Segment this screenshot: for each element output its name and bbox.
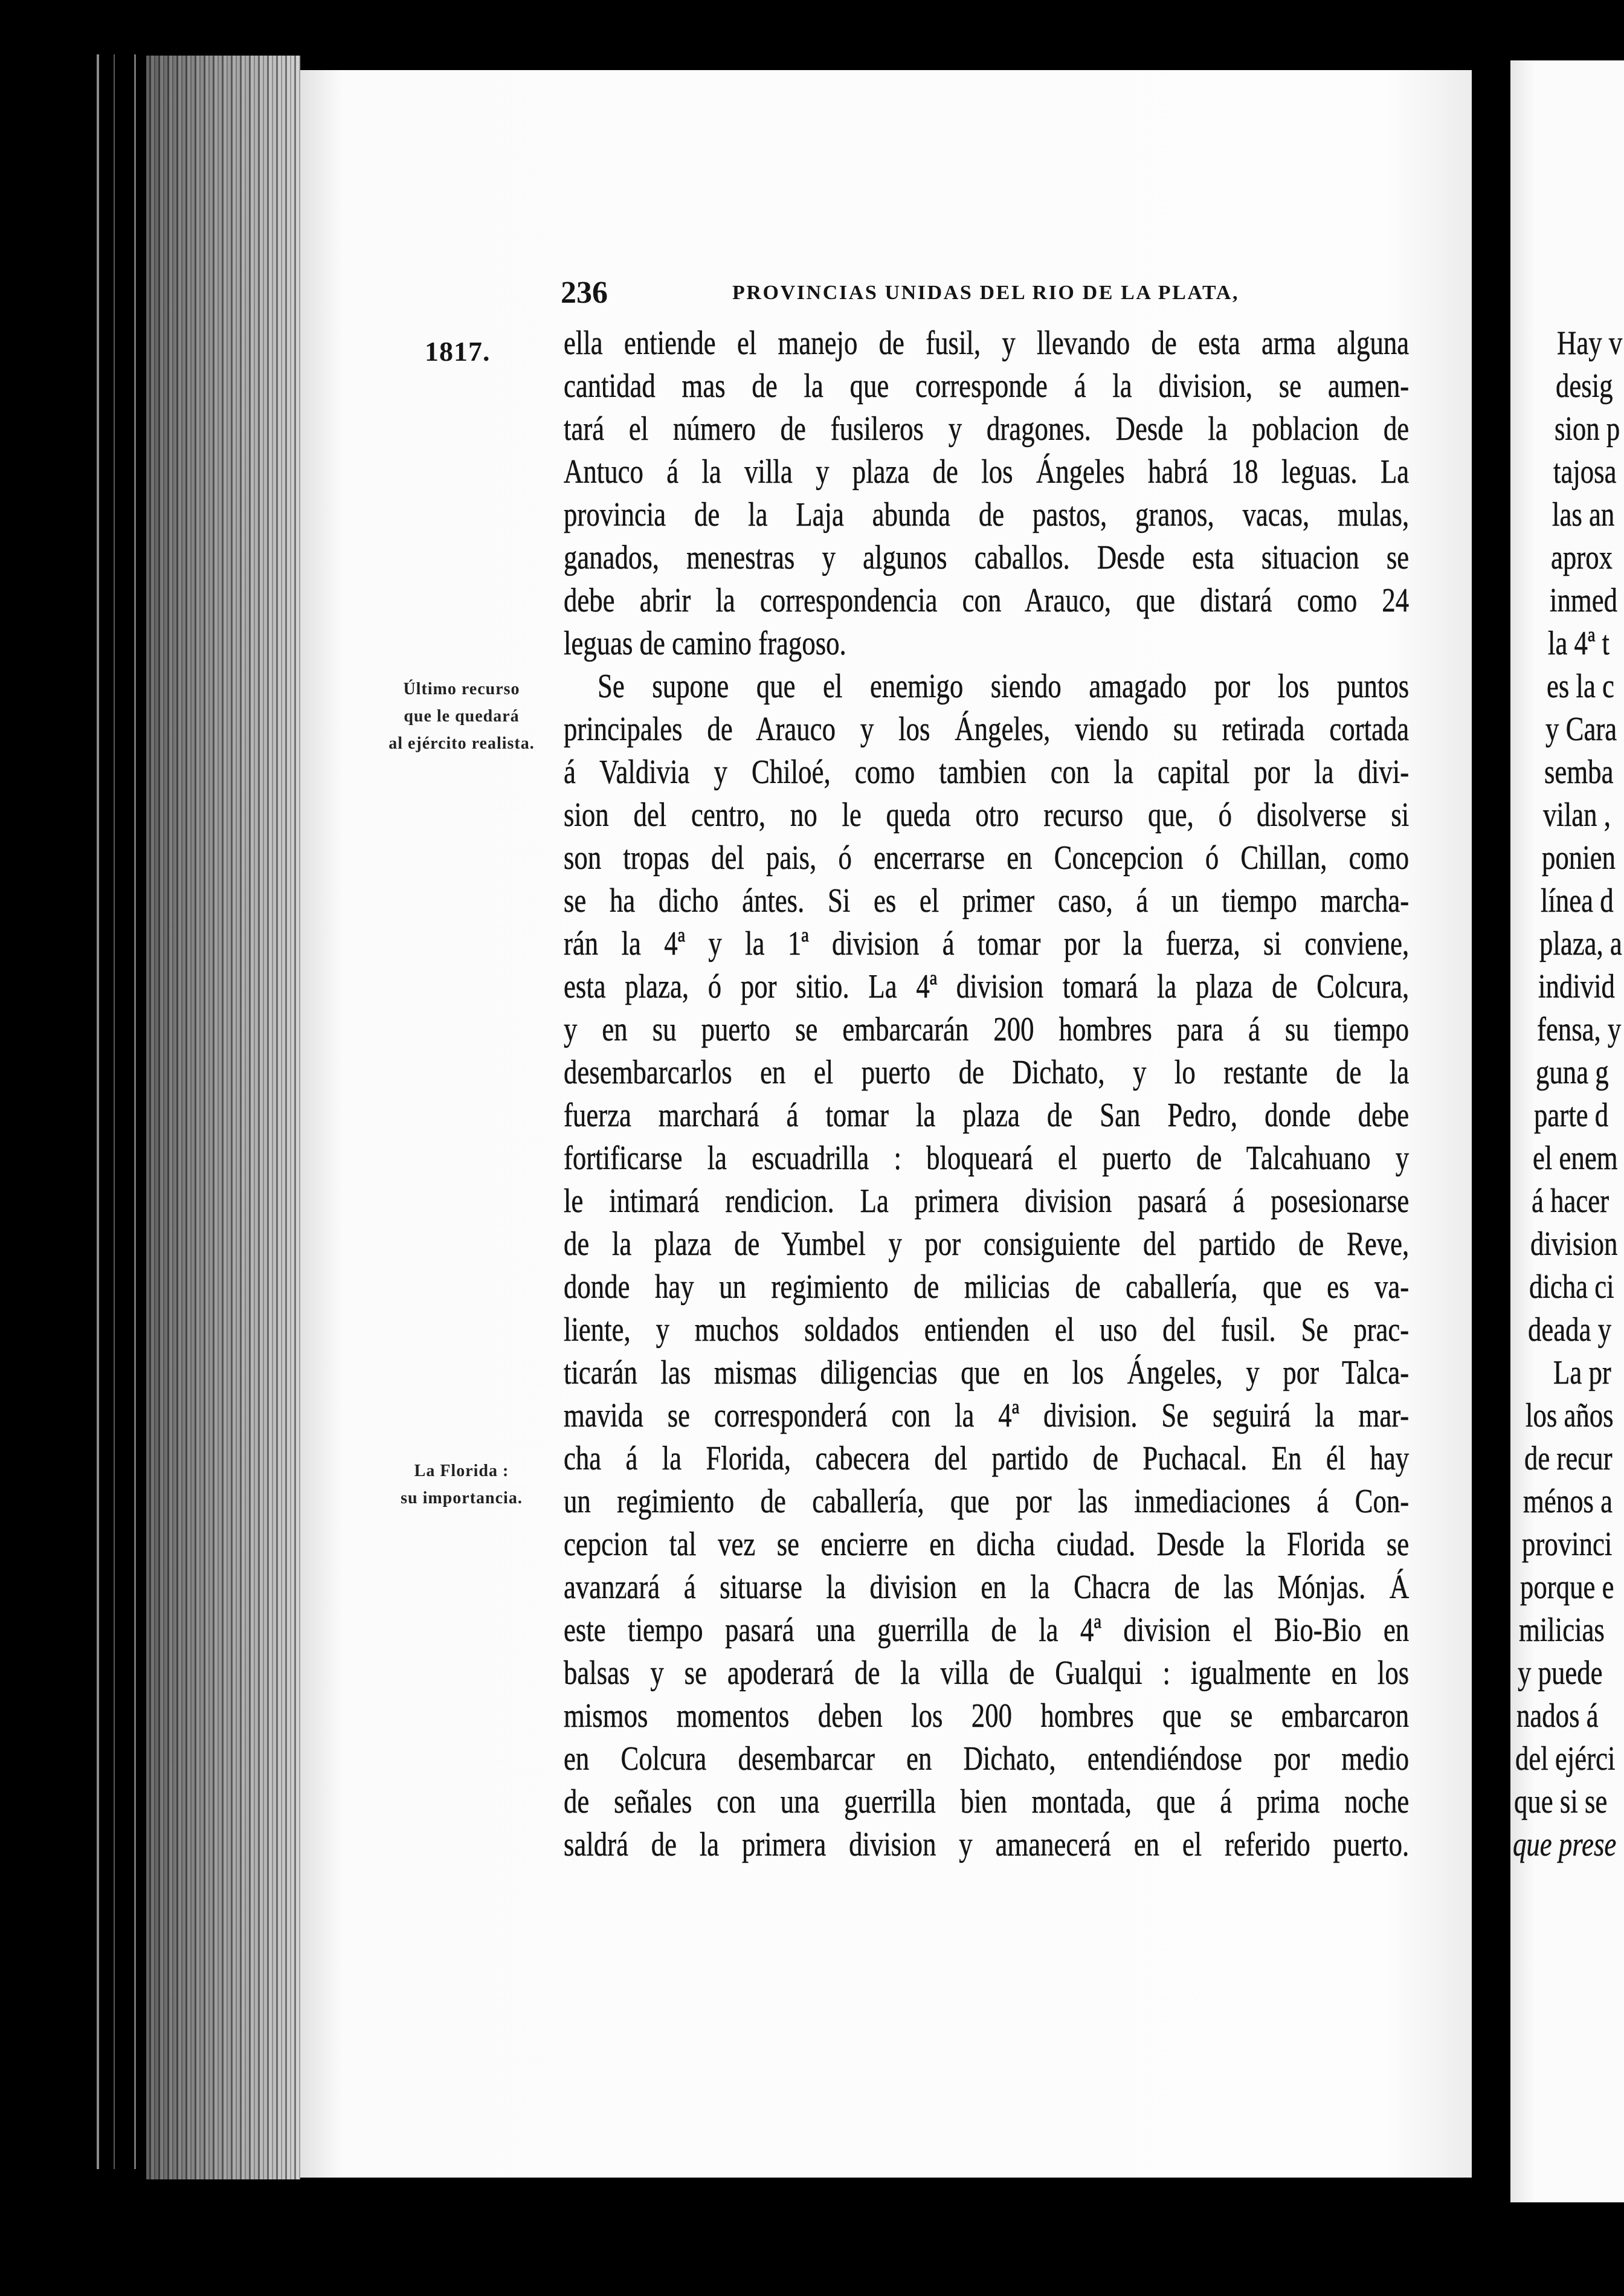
binding-line bbox=[97, 54, 99, 2169]
facing-page-line: y puede bbox=[1518, 1654, 1603, 1692]
text-line: debe abrir la correspondencia con Arauco, que distará como 24 bbox=[564, 582, 1410, 619]
facing-page-line: plaza, a bbox=[1539, 925, 1622, 963]
facing-page-line: y Cara bbox=[1545, 711, 1617, 748]
text-line: esta plaza, ó por sitio. La 4ª division tomará la plaza de Colcura, bbox=[564, 968, 1410, 1005]
facing-page-line: las an bbox=[1552, 496, 1614, 534]
text-line: mavida se corresponderá con la 4ª division. Se seguirá la mar- bbox=[564, 1397, 1410, 1434]
facing-page-line: que prese bbox=[1512, 1826, 1617, 1863]
facing-page-line: vilan , bbox=[1543, 796, 1611, 834]
facing-page-line: La pr bbox=[1553, 1354, 1611, 1391]
facing-page-line: semba bbox=[1544, 753, 1614, 791]
facing-page-line: es la c bbox=[1547, 668, 1615, 705]
text-line: ella entiende el manejo de fusil, y llevando de esta arma alguna bbox=[564, 324, 1410, 362]
facing-page-line: guna g bbox=[1535, 1054, 1609, 1091]
facing-page-line: sion p bbox=[1554, 410, 1620, 448]
paragraph bbox=[564, 322, 1409, 665]
margin-note-line: al ejército realista. bbox=[388, 734, 535, 753]
text-line: mismos momentos deben los 200 hombres que se embarcaron bbox=[564, 1697, 1410, 1735]
facing-page-line: tajosa bbox=[1553, 453, 1617, 491]
text-line: de la plaza de Yumbel y por consiguiente del partido de Reve, bbox=[564, 1225, 1410, 1263]
page-number: 236 bbox=[561, 276, 608, 310]
body-text bbox=[564, 322, 1409, 1866]
facing-page-line: los años bbox=[1525, 1397, 1614, 1434]
text-line: rán la 4ª y la 1ª division á tomar por la fuerza, si conviene, bbox=[564, 925, 1410, 963]
text-line: fortificarse la escuadrilla : bloqueará el puerto de Talcahuano y bbox=[564, 1140, 1410, 1177]
facing-page-line: division bbox=[1530, 1225, 1618, 1263]
facing-page-line: del ejérci bbox=[1515, 1740, 1616, 1778]
text-line: ganados, menestras y algunos caballos. Desde esta situacion se bbox=[564, 539, 1410, 576]
text-line: fuerza marchará á tomar la plaza de San Pedro, donde debe bbox=[564, 1097, 1410, 1134]
facing-page-line: nados á bbox=[1516, 1697, 1599, 1735]
facing-page-line: parte d bbox=[1534, 1097, 1609, 1134]
running-head: PROVINCIAS UNIDAS DEL RIO DE LA PLATA, bbox=[732, 282, 1240, 304]
binding-line bbox=[114, 54, 115, 2169]
text-line: liente, y muchos soldados entienden el uso del fusil. Se prac- bbox=[564, 1311, 1410, 1349]
text-line: cha á la Florida, cabecera del partido de Puchacal. En él hay bbox=[564, 1440, 1410, 1477]
text-line: en Colcura desembarcar en Dichato, entendiéndose por medio bbox=[564, 1740, 1410, 1778]
text-line: Se supone que el enemigo siendo amagado por los puntos bbox=[598, 668, 1410, 705]
facing-page-line: línea d bbox=[1540, 882, 1614, 920]
text-line: provincia de la Laja abunda de pastos, granos, vacas, mulas, bbox=[564, 496, 1410, 534]
margin-note-line: Último recurso bbox=[403, 680, 520, 698]
text-line: se ha dicho ántes. Si es el primer caso, á un tiempo marcha- bbox=[564, 882, 1410, 920]
page-edge-stack bbox=[146, 56, 300, 2179]
margin-note bbox=[371, 676, 552, 757]
facing-page-line: que si se bbox=[1513, 1783, 1608, 1820]
text-line: desembarcarlos en el puerto de Dichato, y lo restante de la bbox=[564, 1054, 1410, 1091]
facing-page-line: inmed bbox=[1549, 582, 1617, 619]
facing-page-line: el enem bbox=[1533, 1140, 1618, 1177]
text-line: de señales con una guerrilla bien montada, que á prima noche bbox=[564, 1783, 1410, 1820]
margin-note-line: La Florida : bbox=[414, 1462, 509, 1480]
margin-note-line: su importancia. bbox=[401, 1489, 523, 1508]
text-line: avanzará á situarse la division en la Chacra de las Mónjas. Á bbox=[564, 1569, 1410, 1606]
facing-page-line: dicha ci bbox=[1529, 1268, 1614, 1306]
facing-page-line: deada y bbox=[1527, 1311, 1611, 1349]
text-line: Antuco á la villa y plaza de los Ángeles habrá 18 leguas. La bbox=[564, 453, 1410, 491]
margin-note bbox=[371, 1457, 552, 1512]
text-line: y en su puerto se embarcarán 200 hombres para á su tiempo bbox=[564, 1011, 1410, 1048]
facing-page-line: Hay v bbox=[1557, 324, 1623, 362]
facing-page-line: la 4ª t bbox=[1548, 625, 1610, 662]
facing-page-text bbox=[1510, 322, 1624, 1893]
facing-page-line: á hacer bbox=[1532, 1182, 1610, 1220]
text-line: tará el número de fusileros y dragones. Desde la poblacion de bbox=[564, 410, 1410, 448]
text-line: sion del centro, no le queda otro recurso que, ó disolverse si bbox=[564, 796, 1410, 834]
facing-page-line: aprox bbox=[1550, 539, 1613, 576]
margin-note-line: que le quedará bbox=[404, 707, 520, 726]
facing-page-line: individ bbox=[1538, 968, 1615, 1005]
facing-page-line: milicias bbox=[1519, 1611, 1605, 1649]
text-line: principales de Arauco y los Ángeles, viendo su retirada cortada bbox=[564, 711, 1410, 748]
text-line: cantidad mas de la que corresponde á la division, se aumen- bbox=[564, 367, 1410, 405]
text-line: ticarán las mismas diligencias que en los Ángeles, y por Talca- bbox=[564, 1354, 1410, 1391]
text-line: este tiempo pasará una guerrilla de la 4ª division el Bio-Bio en bbox=[564, 1611, 1410, 1649]
text-line: cepcion tal vez se encierre en dicha ciudad. Desde la Florida se bbox=[564, 1526, 1410, 1563]
facing-page-line: de recur bbox=[1524, 1440, 1613, 1477]
text-line: balsas y se apoderará de la villa de Gualqui : igualmente en los bbox=[564, 1654, 1410, 1692]
facing-page-line: fensa, y bbox=[1536, 1011, 1621, 1048]
text-line: donde hay un regimiento de milicias de caballería, que es va- bbox=[564, 1268, 1410, 1306]
text-line: son tropas del pais, ó encerrarse en Concepcion ó Chillan, como bbox=[564, 839, 1410, 877]
facing-page-line: porque e bbox=[1520, 1569, 1614, 1606]
paragraph bbox=[564, 665, 1409, 1866]
text-line: á Valdivia y Chiloé, como tambien con la capital por la divi- bbox=[564, 753, 1410, 791]
margin-year: 1817. bbox=[425, 336, 491, 367]
text-line: le intimará rendicion. La primera division pasará á posesionarse bbox=[564, 1182, 1410, 1220]
facing-page-line: provinci bbox=[1521, 1526, 1612, 1563]
facing-page-line: desig bbox=[1555, 367, 1613, 405]
facing-page-line: ponien bbox=[1541, 839, 1616, 877]
facing-page-line: ménos a bbox=[1522, 1483, 1613, 1520]
text-line: saldrá de la primera division y amanecerá en el referido puerto. bbox=[564, 1826, 1410, 1863]
text-line: un regimiento de caballería, que por las inmediaciones á Con- bbox=[564, 1483, 1410, 1520]
text-line: leguas de camino fragoso. bbox=[564, 625, 846, 662]
binding-line bbox=[134, 54, 136, 2169]
